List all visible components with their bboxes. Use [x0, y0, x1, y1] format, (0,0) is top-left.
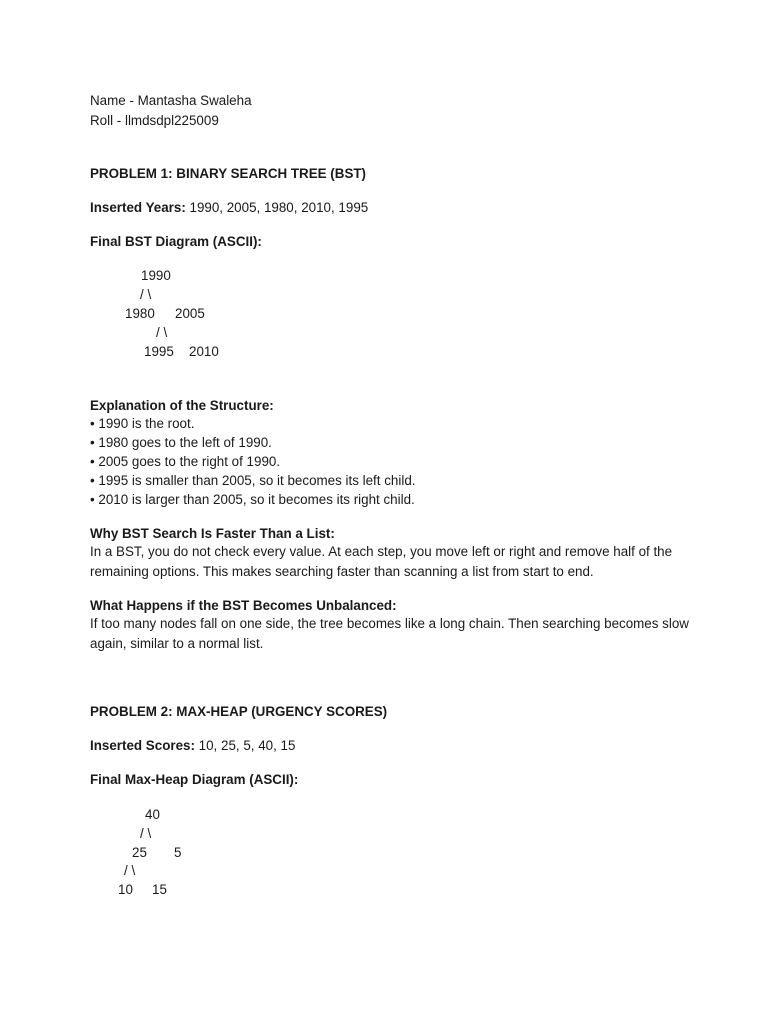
bst-node-left: 1980 — [125, 306, 155, 321]
heap-node-left: 25 — [132, 845, 147, 860]
bst-branch-right: / \ — [156, 325, 168, 340]
why-faster-title: Why BST Search Is Faster Than a List: — [90, 526, 335, 541]
inserted-years-values: 1990, 2005, 1980, 2010, 1995 — [185, 200, 369, 215]
heap-branch-root: / \ — [140, 826, 152, 841]
problem2-inserted-scores — [90, 736, 295, 755]
explanation-list — [90, 414, 415, 509]
list-item: • 1980 goes to the left of 1990. — [90, 435, 272, 450]
heap-node-root: 40 — [145, 807, 160, 822]
unbalanced-text: If too many nodes fall on one side, the tree becomes like a long chain. Then searching becomes slow again, similar to a normal list. — [90, 616, 689, 651]
explanation-title: Explanation of the Structure: — [90, 398, 274, 413]
problem1-inserted-years — [90, 198, 368, 217]
unbalanced-title: What Happens if the BST Becomes Unbalanced: — [90, 598, 397, 613]
heap-node-left-left: 10 — [118, 882, 133, 897]
bst-branch-root: / \ — [140, 287, 152, 302]
bst-node-right-right: 2010 — [189, 344, 219, 359]
heap-node-right: 5 — [174, 845, 182, 860]
problem1-title: PROBLEM 1: BINARY SEARCH TREE (BST) — [90, 166, 367, 181]
roll-number: Roll - llmdsdpl225009 — [90, 113, 219, 128]
student-name: Name - Mantasha Swaleha — [90, 93, 252, 108]
inserted-scores-label: Inserted Scores: — [90, 738, 195, 753]
problem2-title: PROBLEM 2: MAX-HEAP (URGENCY SCORES) — [90, 704, 388, 719]
bst-diagram-title: Final BST Diagram (ASCII): — [90, 234, 262, 249]
bst-node-right-left: 1995 — [144, 344, 174, 359]
bst-node-root: 1990 — [141, 268, 171, 283]
bst-node-right: 2005 — [175, 306, 205, 321]
heap-diagram-title: Final Max-Heap Diagram (ASCII): — [90, 772, 299, 787]
inserted-scores-values: 10, 25, 5, 40, 15 — [194, 738, 296, 753]
list-item: • 1990 is the root. — [90, 416, 195, 431]
heap-node-left-right: 15 — [152, 882, 167, 897]
why-faster-text: In a BST, you do not check every value. At each step, you move left or right and remove half of the remaining options. This makes searching faster than scanning a list from start to end. — [90, 544, 673, 579]
list-item: • 2005 goes to the right of 1990. — [90, 454, 281, 469]
heap-branch-left: / \ — [124, 863, 136, 878]
list-item: • 1995 is smaller than 2005, so it becomes its left child. — [90, 473, 416, 488]
list-item: • 2010 is larger than 2005, so it becomes its right child. — [90, 492, 415, 507]
inserted-years-label: Inserted Years: — [90, 200, 186, 215]
